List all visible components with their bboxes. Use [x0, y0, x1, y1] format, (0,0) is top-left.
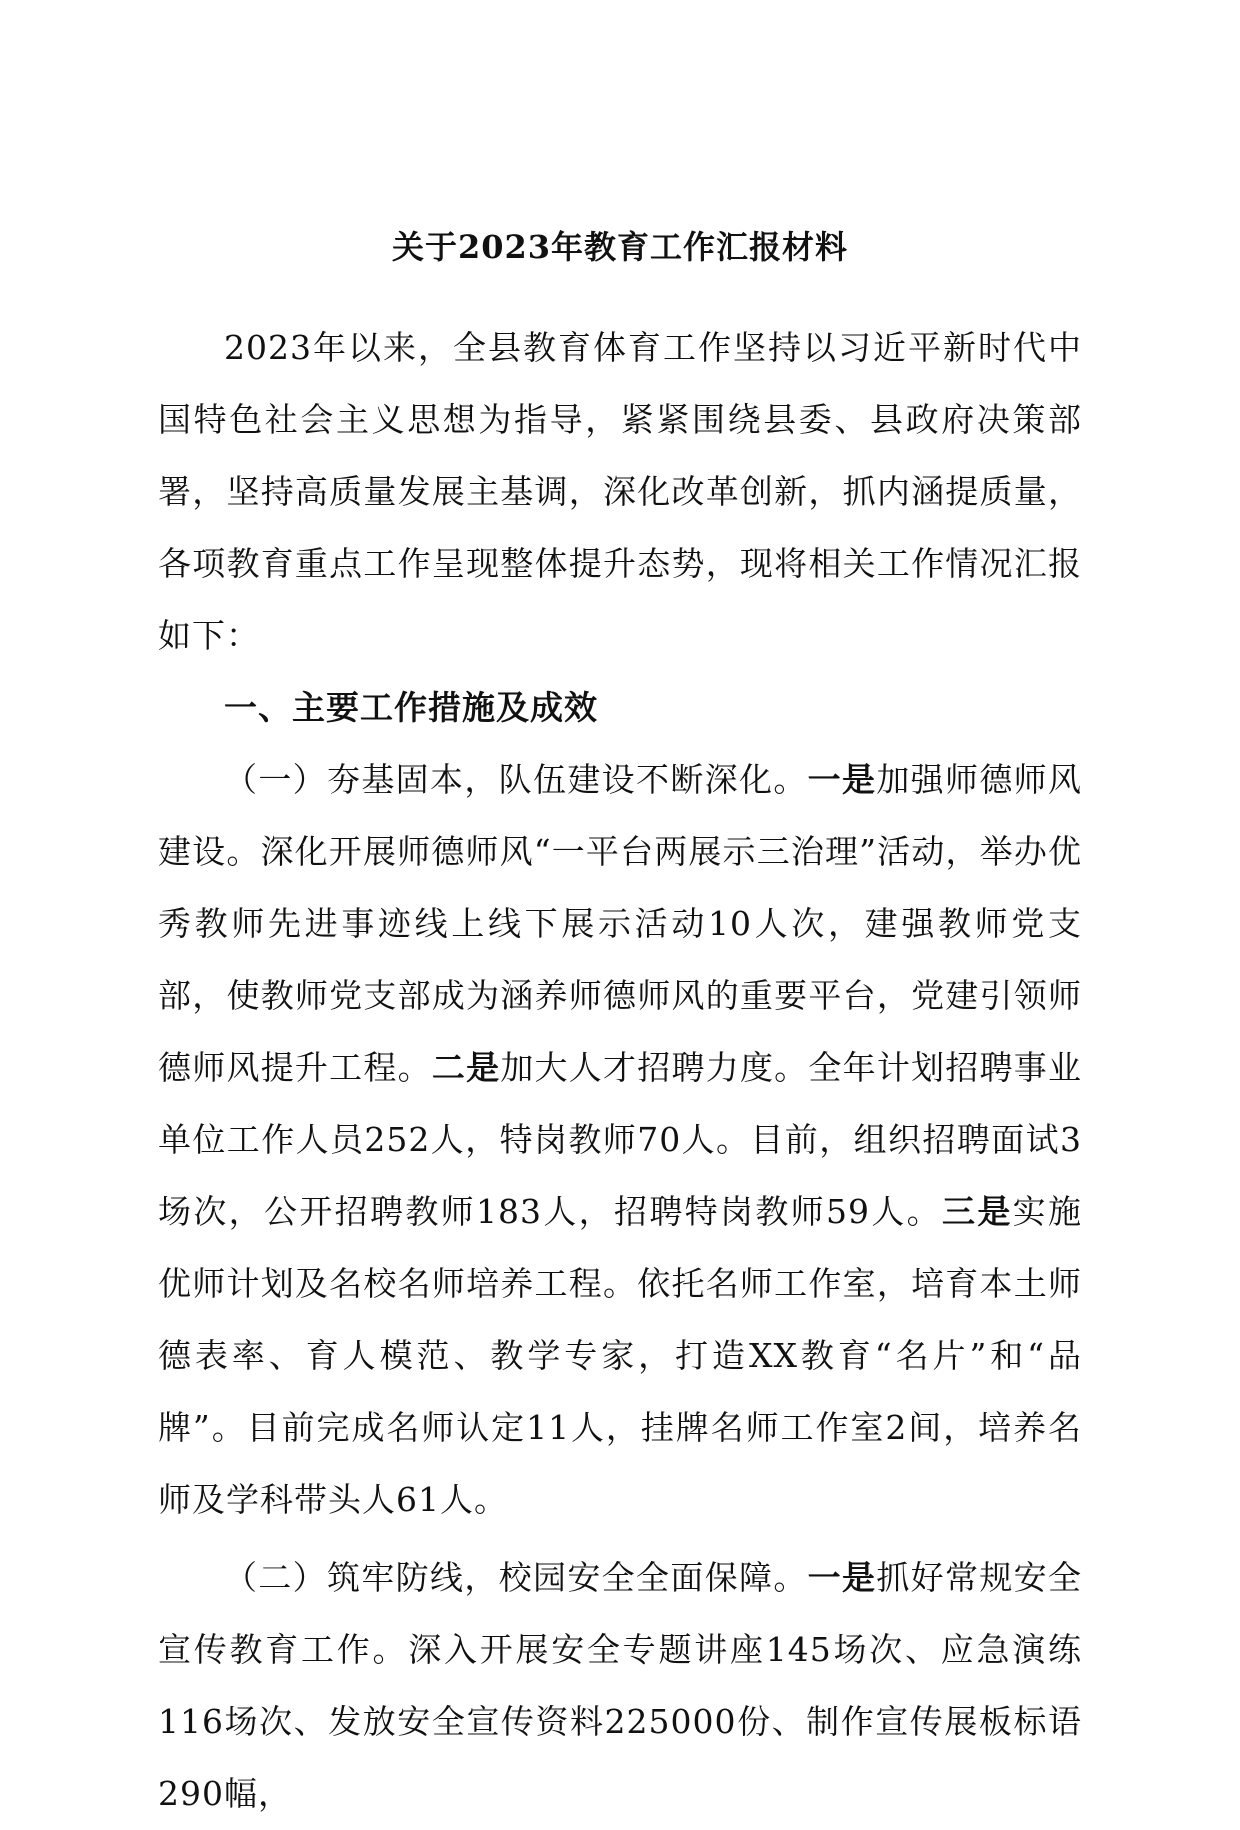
- paragraph-text: 抓好常规安全宣传教育工作。深入开展安全专题讲座145场次、应急演练116场次、发放安全宣传资料225000份、制作宣传展板标语290幅，: [158, 1558, 1083, 1813]
- paragraph-text: 加强师德师风建设。深化开展师德师风“一平台两展示三治理”活动，举办优秀教师先进事迹线上线下展示活动10人次，建强教师党支部，使教师党支部成为涵养师德师风的重要平台，党建引领师德师风提升工程。: [158, 760, 1083, 1087]
- keyword-third: 三是: [942, 1192, 1013, 1231]
- section-heading: 一、主要工作措施及成效: [224, 688, 598, 727]
- keyword-first: 一是: [807, 760, 877, 799]
- paragraph-text: 加大人才招聘力度。全年计划招聘事业单位工作人员252人，特岗教师70人。目前，组织招聘面试3场次，公开招聘教师183人，招聘特岗教师59人。: [158, 1048, 1083, 1231]
- keyword-first: 一是: [807, 1558, 877, 1597]
- intro-paragraph: 2023年以来，全县教育体育工作坚持以习近平新时代中国特色社会主义思想为指导，紧紧围绕县委、县政府决策部署，坚持高质量发展主基调，深化改革创新，抓内涵提质量，各项教育重点工作呈现整体提升态势，现将相关工作情况汇报如下：: [158, 328, 1082, 655]
- document-title: 关于2023年教育工作汇报材料: [391, 228, 849, 266]
- keyword-second: 二是: [431, 1048, 501, 1087]
- document-body: [158, 312, 1082, 1830]
- paragraph-team-building: [158, 744, 1082, 1536]
- paragraph-text: 实施优师计划及名校名师培养工程。依托名师工作室，培育本土师德表率、育人模范、教学专家，打造XX教育“名片”和“品牌”。目前完成名师认定11人，挂牌名师工作室2间，培养名师及学科带头人61人。: [158, 1192, 1083, 1519]
- paragraph-lead: （二）筑牢防线，校园安全全面保障。: [224, 1558, 808, 1597]
- paragraph-campus-safety: [158, 1542, 1082, 1830]
- paragraph-lead: （一）夯基固本，队伍建设不断深化。: [224, 760, 808, 799]
